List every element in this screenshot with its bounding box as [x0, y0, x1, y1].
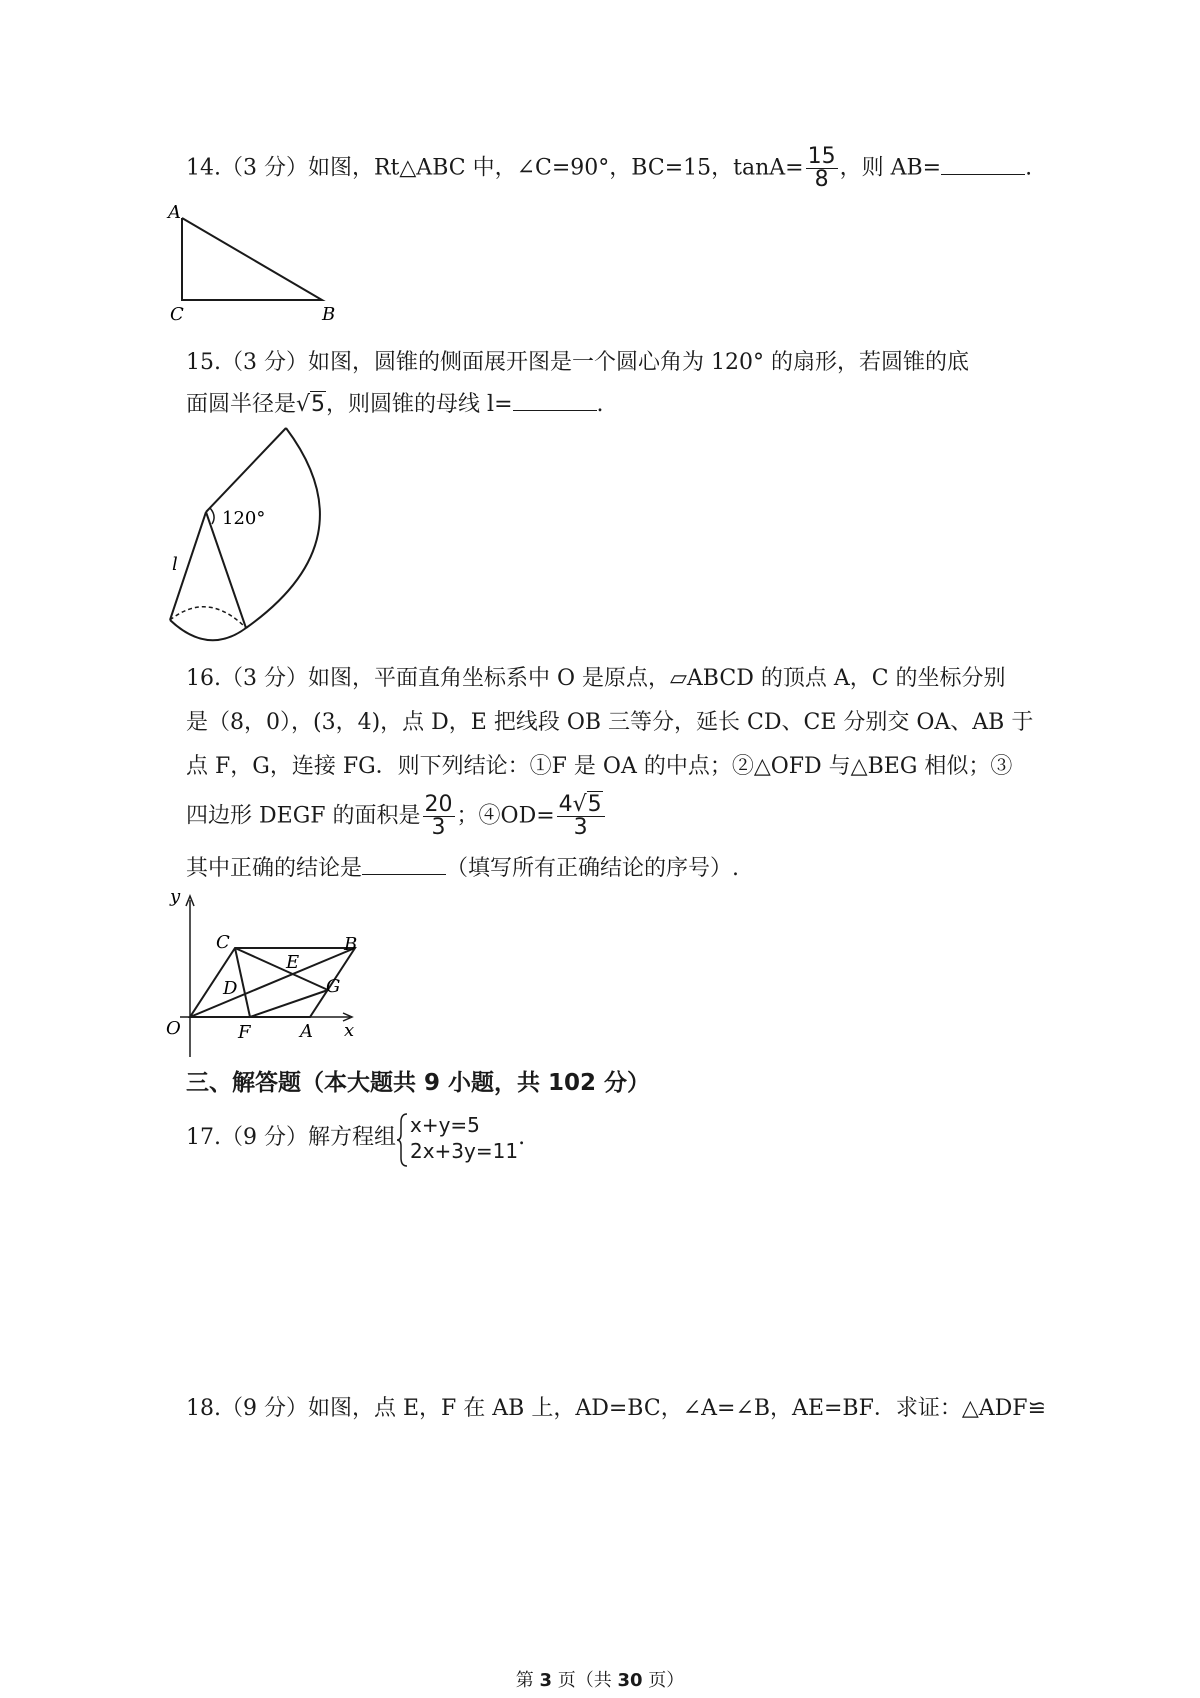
q16-segment-fg	[250, 990, 328, 1017]
q18-line1: 18.（9 分）如图，点 E，F 在 AB 上，AD=BC，∠A=∠B，AE=BF．求证：△ADF≌	[186, 1396, 1047, 1421]
q14-label-c: C	[170, 304, 184, 325]
q17-equation-system	[396, 1112, 518, 1164]
section-3-heading: 三、解答题（本大题共 9 小题，共 102 分）	[186, 1070, 651, 1096]
q14-triangle-figure	[160, 200, 360, 330]
q14-answer-blank	[941, 154, 1025, 175]
q15-angle-label: 120°	[222, 508, 266, 529]
q16-frac1-num: 20	[424, 792, 453, 817]
q15-line2	[186, 390, 604, 420]
q16-line2: 是（8，0），(3，4)，点 D，E 把线段 OB 三等分，延长 CD、CE 分别交 OA、AB 于	[186, 710, 1034, 735]
footer-pre: 第	[515, 1670, 540, 1691]
q14-label-a: A	[168, 202, 181, 223]
q16-label-x: x	[344, 1020, 355, 1041]
q15-end: .	[596, 392, 604, 417]
q16-frac1-den: 3	[431, 815, 446, 840]
q14-text-pre: 14.（3 分）如图，Rt△ABC 中，∠C=90°，BC=15，tanA=	[186, 155, 804, 181]
q14-frac-den: 8	[814, 167, 829, 192]
q14-label-b: B	[322, 304, 336, 325]
q15-line1: 15.（3 分）如图，圆锥的侧面展开图是一个圆心角为 120° 的扇形，若圆锥的底	[186, 350, 969, 375]
q16-label-g: G	[326, 976, 341, 997]
q16-label-c: C	[216, 932, 230, 953]
q14-line1	[186, 146, 1032, 191]
q16-text-pre: 四边形 DEGF 的面积是	[186, 803, 421, 829]
q16-label-y: y	[170, 886, 181, 907]
footer-total-pages: 30	[617, 1670, 643, 1691]
footer-page-number: 3	[539, 1670, 552, 1691]
q17-brace	[396, 1112, 408, 1168]
q14-triangle	[182, 218, 322, 300]
q16-segment-cg	[235, 948, 328, 990]
q16-line1: 16.（3 分）如图，平面直角坐标系中 O 是原点，▱ABCD 的顶点 A，C 的坐标分别	[186, 666, 1006, 691]
q14-fraction	[806, 146, 838, 191]
q15-sqrt-value: 5	[311, 392, 326, 417]
q16-label-o: O	[166, 1018, 181, 1039]
q16-fraction-area	[423, 794, 455, 839]
q15-text-pre: 面圆半径是	[186, 392, 297, 417]
q16-text-post5: （填写所有正确结论的序号）.	[446, 856, 740, 881]
q14-text-post: ，则 AB=	[839, 155, 942, 181]
q16-label-b: B	[344, 934, 358, 955]
q16-label-d: D	[223, 978, 238, 999]
q16-frac2-rad: 5	[587, 792, 602, 817]
q16-label-e: E	[286, 952, 300, 973]
footer-mid: 页（共	[552, 1670, 618, 1691]
q14-frac-num: 15	[807, 144, 836, 169]
q16-parallelogram-figure	[160, 882, 400, 1062]
q15-answer-blank	[513, 390, 597, 411]
q16-label-f: F	[238, 1022, 251, 1043]
q17-equation-2: 2x+3y=11	[409, 1139, 519, 1163]
q16-fraction-od	[557, 794, 605, 839]
footer-post: 页）	[642, 1670, 685, 1691]
q15-text-post: ，则圆锥的母线 l=	[326, 392, 513, 417]
q16-frac2-den: 3	[573, 815, 588, 840]
q16-label-a: A	[300, 1021, 313, 1042]
q17-equation-1: x+y=5	[409, 1113, 480, 1137]
q16-line5	[186, 854, 739, 884]
q17-end: .	[518, 1125, 526, 1150]
q16-text-mid: ；④OD=	[456, 803, 555, 829]
q16-line4	[186, 794, 607, 839]
q16-text-pre5: 其中正确的结论是	[186, 856, 363, 881]
q16-frac2-coef: 4	[558, 792, 573, 817]
q17-text-pre: 17.（9 分）解方程组	[186, 1125, 396, 1150]
page-footer	[0, 1666, 1200, 1692]
q15-sqrt: √5	[296, 392, 326, 417]
q17-line	[186, 1110, 525, 1166]
q16-answer-blank	[362, 854, 446, 875]
q16-frac2-num	[557, 794, 605, 817]
q15-cone-figure	[160, 420, 360, 660]
q15-l-label: l	[172, 554, 178, 575]
q16-frac2-sqrt: √5	[572, 792, 602, 817]
q14-end: .	[1025, 155, 1033, 181]
q16-line3: 点 F，G，连接 FG．则下列结论：①F 是 OA 的中点；②△OFD 与△BEG 相似；③	[186, 754, 1013, 779]
